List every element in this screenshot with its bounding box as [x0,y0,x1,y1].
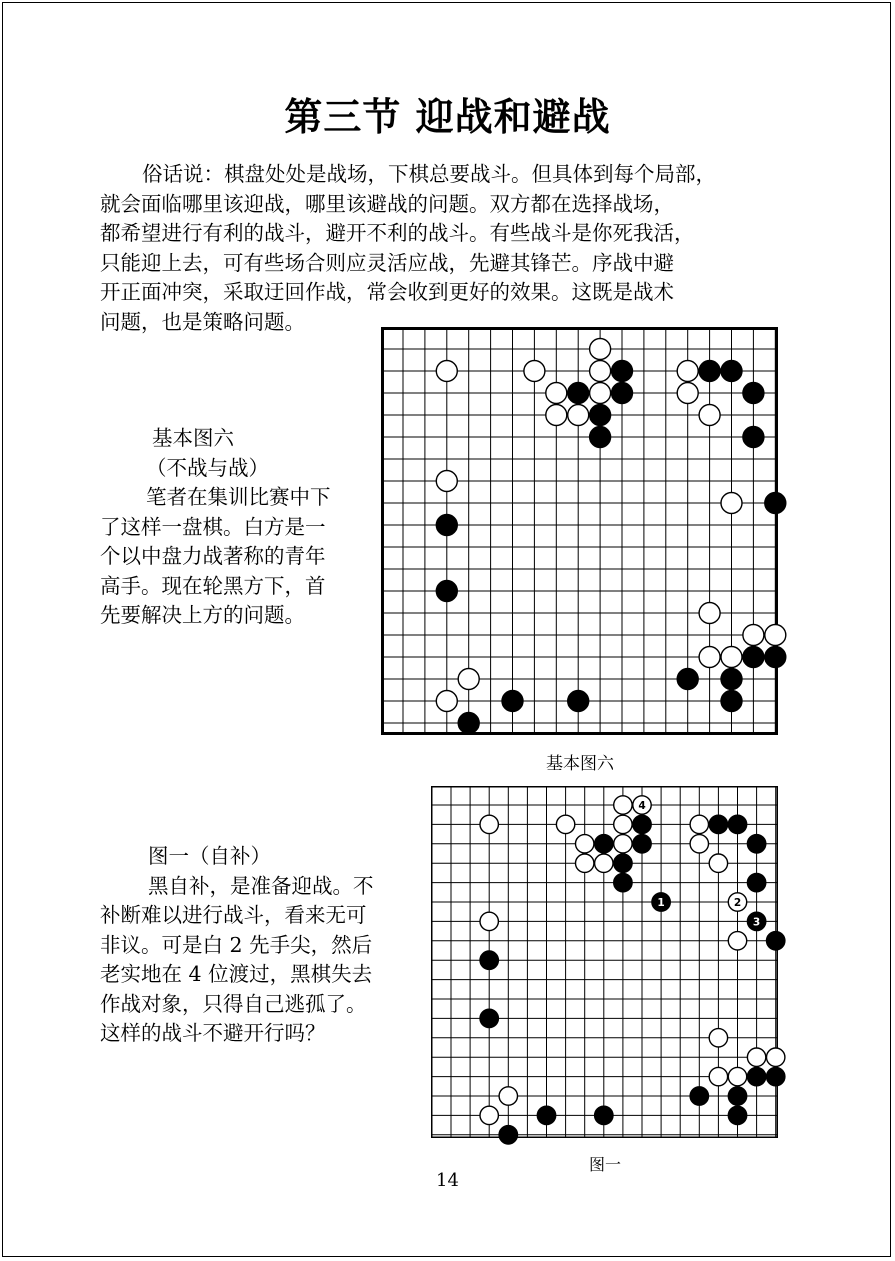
white-stone [499,1087,517,1105]
black-stone [568,691,589,712]
white-stone [590,361,611,382]
white-stone [436,361,457,382]
black-stone [765,493,786,514]
white-stone [595,854,613,872]
black-stone [614,873,632,891]
black-stone [480,1009,498,1027]
intro-line: 开正面冲突，采取迂回作战，常会收到更好的效果。这既是战术 [100,280,674,304]
black-stone [747,873,765,891]
white-stone [765,625,786,646]
white-stone [546,383,567,404]
white-stone [699,603,720,624]
diagram1-subheading: （不战与战） [146,455,269,480]
intro-line: 问题，也是策略问题。 [100,309,305,334]
white-stone [728,932,746,950]
black-stone-3 [747,912,765,930]
black-stone [728,815,746,833]
white-stone [480,1106,498,1124]
white-stone [568,405,589,426]
white-stone [436,691,457,712]
black-stone [612,383,633,404]
black-stone [502,691,523,712]
black-stone [436,515,457,536]
white-stone-2 [728,893,746,911]
diagram1-description [100,424,372,631]
white-stone-4 [633,796,651,814]
black-stone [614,854,632,872]
go-board-diagram-2 [431,786,778,1138]
white-stone [709,1029,727,1047]
white-stone [709,854,727,872]
move-number-label: 1 [657,896,665,909]
black-stone [699,361,720,382]
black-stone [595,1106,613,1124]
diagram2-text-line: 补断难以进行战斗，看来无可 [100,903,367,927]
black-stone [458,713,479,734]
white-stone [614,796,632,814]
white-stone [546,405,567,426]
intro-paragraph [100,160,782,337]
go-board-diagram-1 [381,327,778,735]
intro-line: 只能迎上去，可有些场合则应灵活应战，先避其锋芒。序战中避 [100,250,674,275]
white-stone [690,835,708,853]
white-stone [576,854,594,872]
black-stone [747,835,765,853]
diagram1-text-line: 笔者在集训比赛中下 [146,485,331,509]
black-stone [767,1067,785,1085]
black-stone [721,669,742,690]
diagram2-text-line: 这样的战斗不避开行吗？ [100,1021,326,1045]
black-stone [633,835,651,853]
white-stone [690,815,708,833]
white-stone [767,1048,785,1066]
white-stone [524,361,545,382]
diagram1-heading: 基本图六 [152,426,234,450]
diagram2-text-line: 老实地在 4 位渡过，黑棋失去 [100,962,373,986]
black-stone [767,932,785,950]
white-stone [721,647,742,668]
black-stone [743,427,764,448]
black-stone [633,815,651,833]
black-stone [568,383,589,404]
white-stone [436,471,457,492]
black-stone [728,1087,746,1105]
white-stone [699,647,720,668]
white-stone [709,1067,727,1085]
white-stone [699,405,720,426]
black-stone [677,669,698,690]
diagram2-text-line: 黑自补，是准备迎战。不 [148,873,374,898]
black-stone [743,647,764,668]
white-stone [556,815,574,833]
black-stone [709,815,727,833]
black-stone [499,1126,517,1144]
black-stone [765,647,786,668]
diagram1-text-line: 先要解决上方的问题。 [100,603,305,627]
diagram1-text-line: 高手。现在轮黑方下，首 [100,573,326,598]
diagram2-description [100,842,430,1049]
black-stone [436,581,457,602]
white-stone [743,625,764,646]
black-stone [480,951,498,969]
move-number-label: 4 [638,799,646,812]
black-stone [721,361,742,382]
white-stone [590,339,611,360]
black-stone [728,1106,746,1124]
intro-line: 俗话说：棋盘处处是战场，下棋总要战斗。但具体到每个局部， [142,162,716,186]
black-stone [690,1087,708,1105]
white-stone [590,383,611,404]
black-stone [612,361,633,382]
white-stone [721,493,742,514]
white-stone [677,361,698,382]
diagram1-caption: 基本图六 [546,754,614,774]
move-number-label: 2 [733,896,742,909]
intro-line: 就会面临哪里该迎战，哪里该避战的问题。双方都在选择战场， [100,191,674,216]
white-stone [614,815,632,833]
move-number-label: 3 [752,916,761,929]
black-stone [537,1106,555,1124]
diagram2-heading: 图一（自补） [148,844,271,868]
white-stone [480,815,498,833]
white-stone [614,835,632,853]
diagram1-text-line: 个以中盘力战著称的青年 [100,544,326,568]
black-stone [590,405,611,426]
black-stone [747,1067,765,1085]
page-number: 14 [436,1170,459,1191]
black-stone [595,835,613,853]
black-stone [721,691,742,712]
black-stone [743,383,764,404]
white-stone [458,669,479,690]
diagram2-text-line: 非议。可是白 2 先手尖，然后 [100,932,373,957]
diagram1-text-line: 了这样一盘棋。白方是一 [100,514,326,539]
white-stone [576,835,594,853]
white-stone [728,1067,746,1085]
black-stone [590,427,611,448]
diagram2-caption: 图一 [588,1155,621,1174]
intro-line: 都希望进行有利的战斗，避开不利的战斗。有些战斗是你死我活， [100,221,695,245]
section-title: 第三节 迎战和避战 [284,95,611,139]
white-stone [480,912,498,930]
diagram2-text-line: 作战对象，只得自己逃孤了。 [100,991,367,1016]
white-stone [677,383,698,404]
black-stone-1 [652,893,670,911]
white-stone [747,1048,765,1066]
